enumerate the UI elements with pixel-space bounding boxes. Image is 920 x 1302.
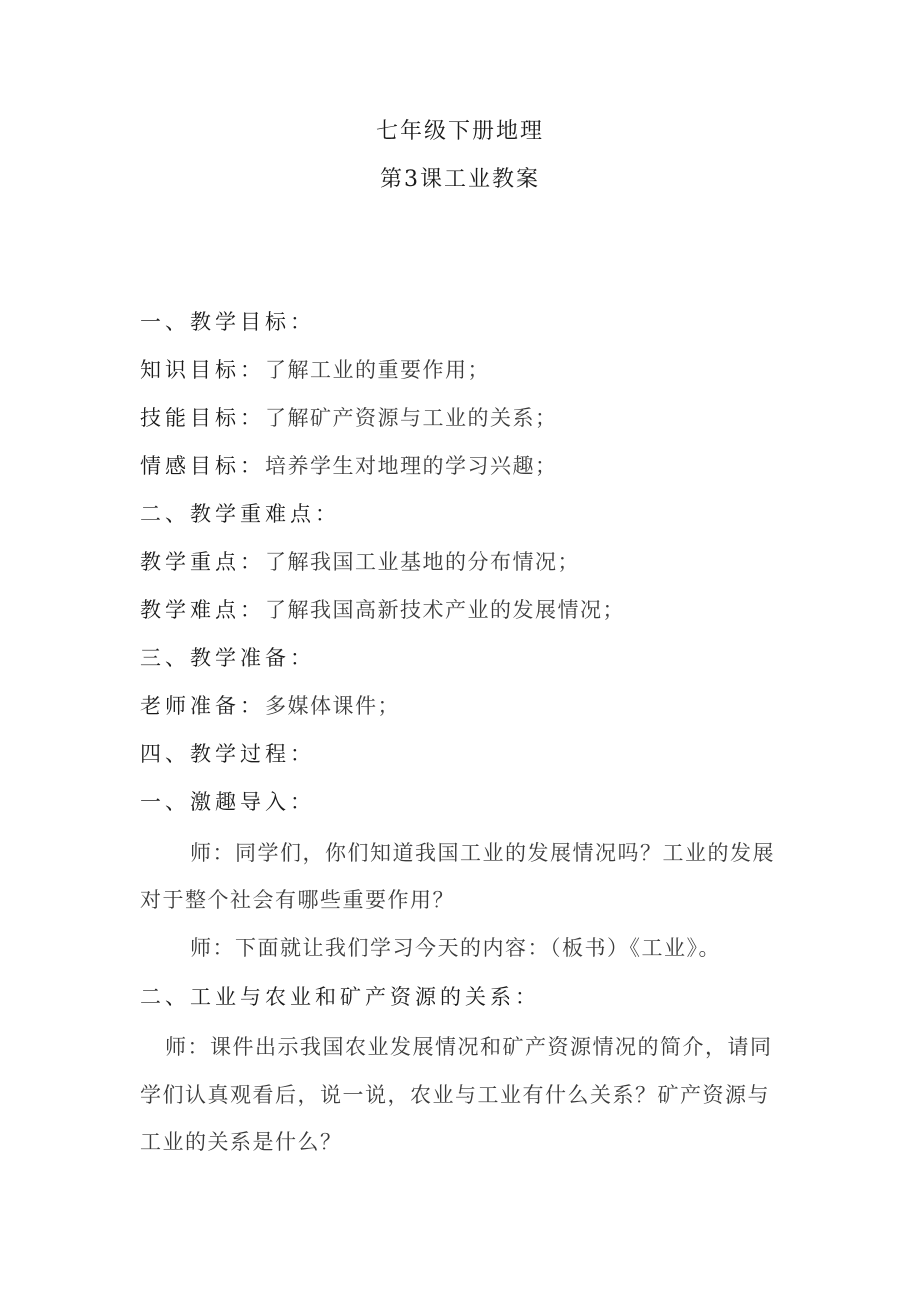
knowledge-goal-line [140,355,490,385]
focus-text: 了解我国工业基地的分布情况； [265,550,580,574]
emotion-goal-label: 情感目标： [140,454,265,478]
section-heading-key-points: 二、教学重难点： [140,502,340,526]
teacher-prep-text: 多媒体课件； [265,694,400,718]
knowledge-goal-text: 了解工业的重要作用； [265,358,490,382]
intro-paragraph-line-2: 对于整个社会有哪些重要作用？ [140,888,455,912]
section-heading-relation: 二、工业与农业和矿产资源的关系： [140,985,540,1009]
relation-paragraph-line-2: 学们认真观看后，说一说，农业与工业有什么关系？矿产资源与 [140,1083,770,1107]
focus-label: 教学重点： [140,550,265,574]
section-heading-preparation: 三、教学准备： [140,646,315,670]
difficulty-text: 了解我国高新技术产业的发展情况； [265,598,625,622]
skill-goal-text: 了解矿产资源与工业的关系； [265,406,558,430]
document-title: 七年级下册地理 [375,119,544,144]
relation-paragraph-line-1: 师：课件出示我国农业发展情况和矿产资源情况的简介，请同 [165,1035,773,1059]
relation-paragraph-line-3: 工业的关系是什么？ [140,1130,343,1154]
section-heading-intro: 一、激趣导入： [140,790,315,814]
skill-goal-line [140,403,558,433]
document-subtitle: 第3课工业教案 [380,167,540,192]
difficulty-line [140,595,625,625]
difficulty-label: 教学难点： [140,598,265,622]
section-heading-process: 四、教学过程： [140,742,315,766]
emotion-goal-text: 培养学生对地理的学习兴趣； [265,454,558,478]
intro-paragraph-line-1: 师：同学们，你们知道我国工业的发展情况吗？工业的发展 [190,841,775,865]
section-heading-goals: 一、教学目标： [140,310,315,334]
knowledge-goal-label: 知识目标： [140,358,265,382]
focus-line [140,547,580,577]
teacher-prep-label: 老师准备： [140,694,265,718]
skill-goal-label: 技能目标： [140,406,265,430]
emotion-goal-line [140,451,558,481]
intro-paragraph-2: 师：下面就让我们学习今天的内容：（板书）《工业》。 [190,936,721,960]
teacher-prep-line [140,691,400,721]
